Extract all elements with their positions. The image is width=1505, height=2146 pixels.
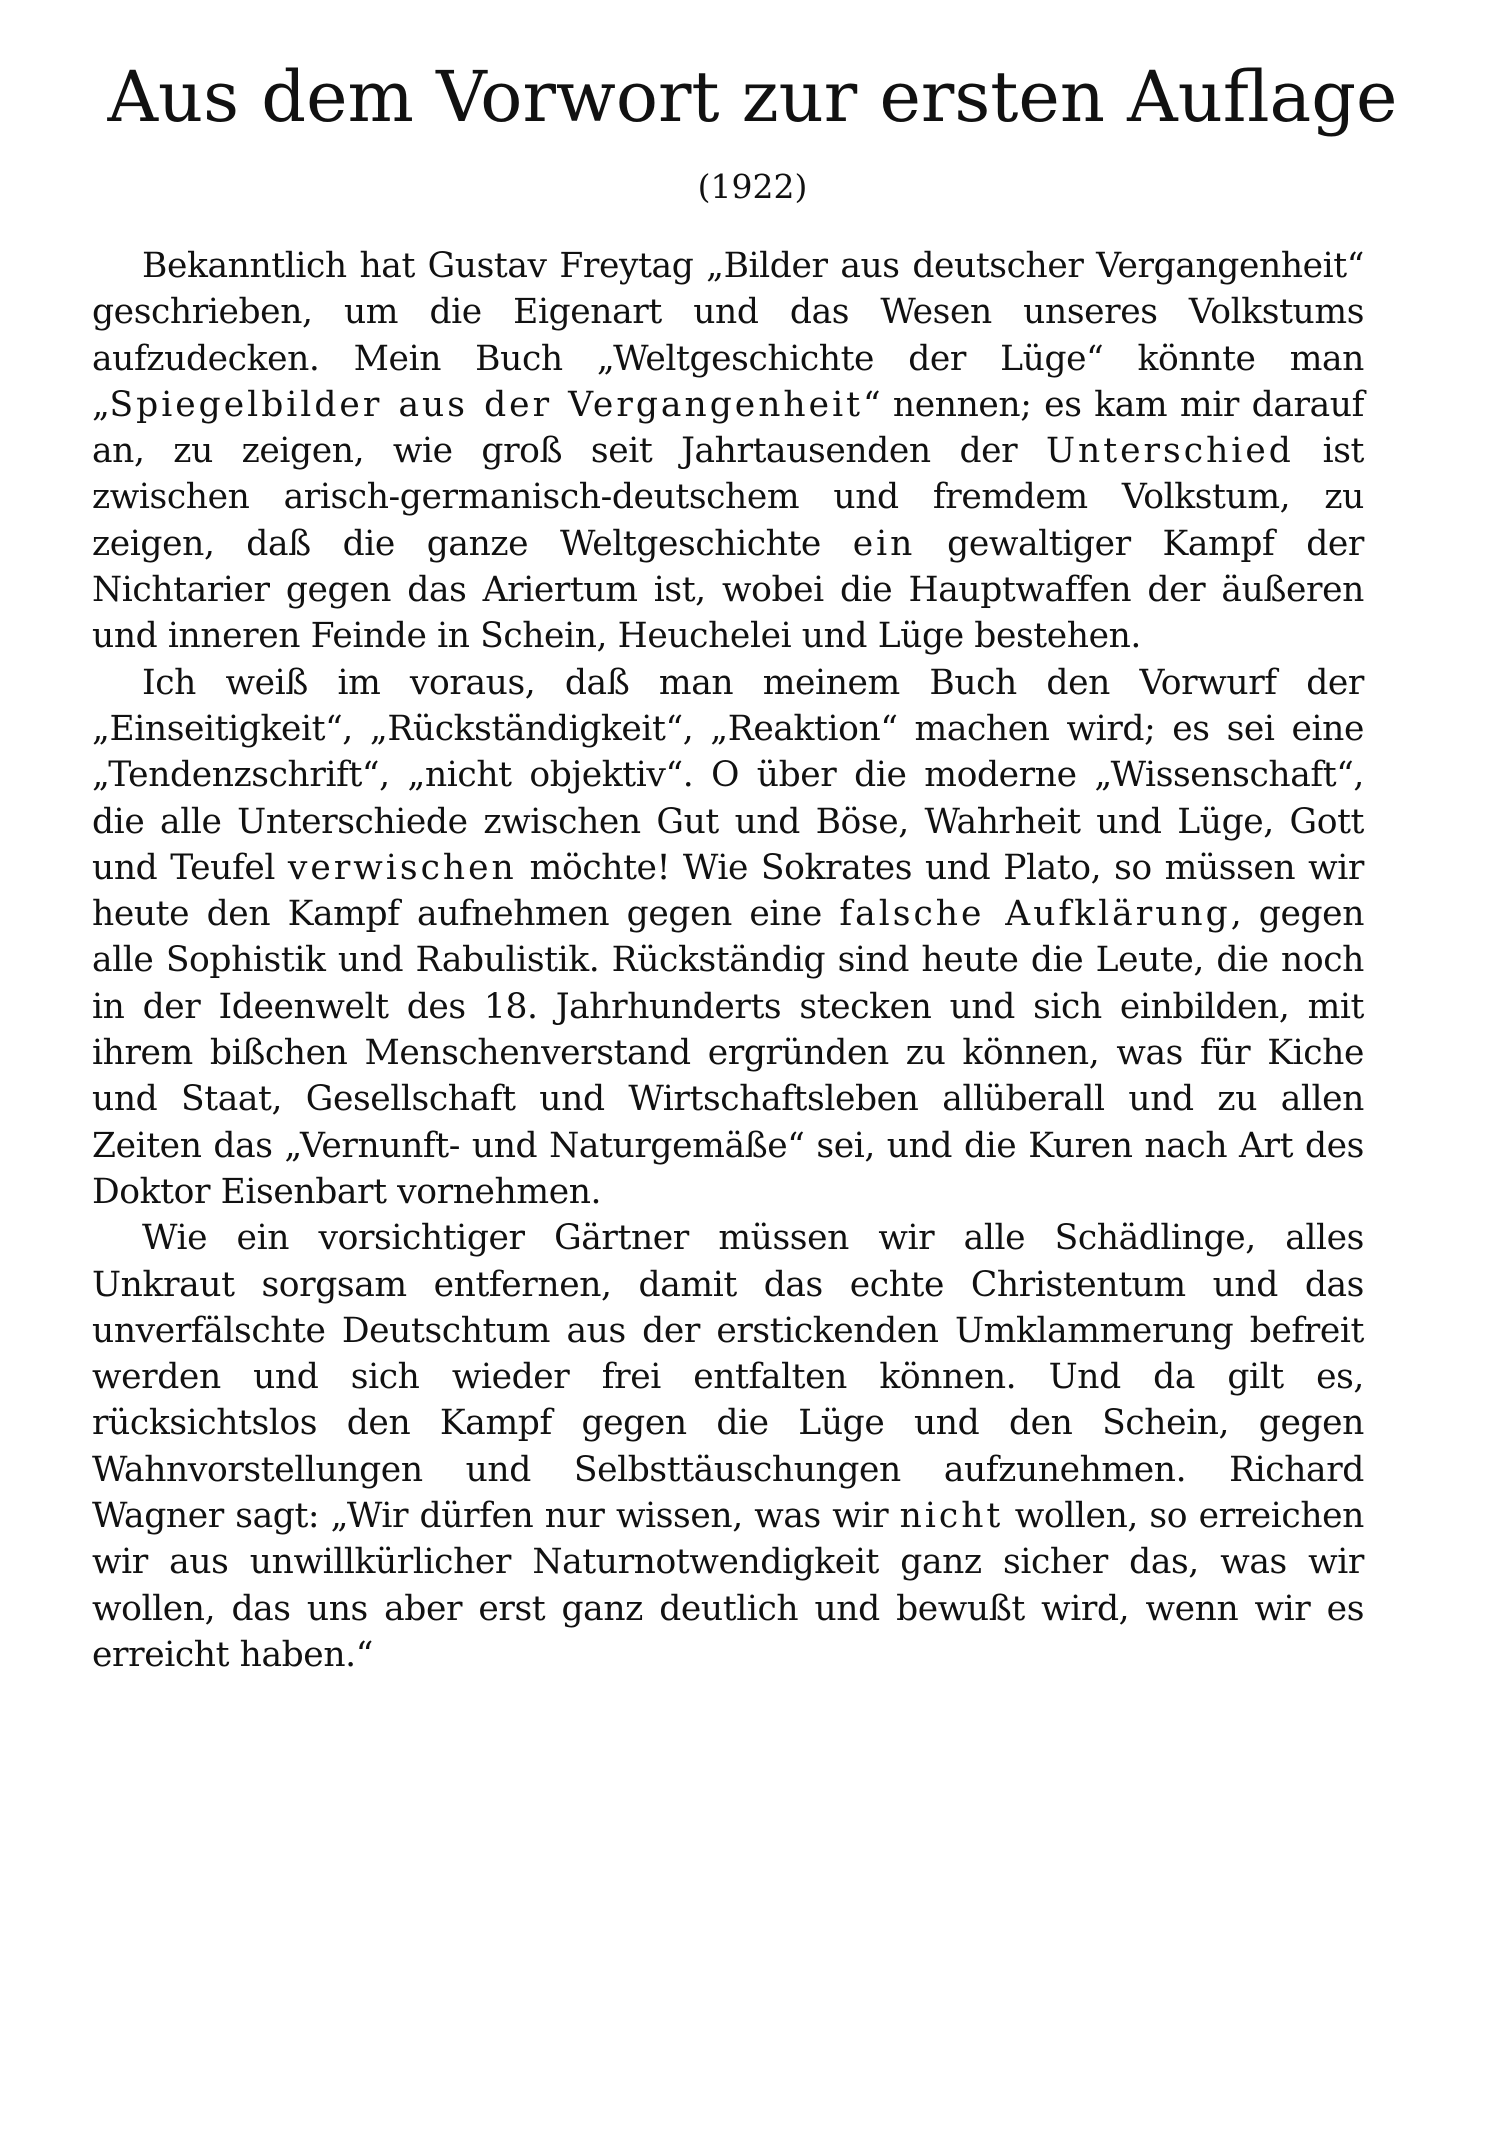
paragraph-3-emphasis-nicht: nicht [899, 1496, 1004, 1537]
paragraph-3-text-c: wollen, so erreichen wir aus unwillkürlicher Naturnotwendigkeit ganz sicher das, was wir wollen, das uns aber erst ganz deutlich und bewußt wird, wenn wir es erreicht haben.“ [92, 1496, 1364, 1675]
paragraph-3-text-a: Wie ein vorsichtiger Gärtner müssen wir alle Schädlinge, alles Unkraut sorgsam entfernen, damit das echte Christentum und das unverfälschte Deutschtum aus der erstickenden Umklammerung befreit werden und sich wieder frei entfalten können. Und da gilt es, rücksichtslos den Kampf gegen die Lüge und den Schein, gegen Wahnvorstellungen und Selbsttäuschungen aufzunehmen. Richard Wagner sagt: „Wir dürfen nur wissen, was wir [92, 1218, 1364, 1537]
paragraph-2-text-e: , gegen alle Sophistik und Rabulistik. Rückständig sind heute die Leute, die noch in der Ideenwelt des 18. Jahrhunderts stecken und sich einbilden, mit ihrem bißchen Menschenverstand ergründen zu können, was für Kiche und Staat, Gesellschaft und Wirtschaftsleben allüberall und zu allen Zeiten das „Vernunft- und Naturgemäße“ sei, und die Kuren nach Art des Doktor Eisenbart vornehmen. [92, 894, 1365, 1212]
paragraph-1-text-c: “ nennen; es kam mir darauf an, zu zeigen, wie groß seit Jahrtausenden der [92, 384, 1364, 472]
paragraph-2 [92, 660, 1364, 1216]
paragraph-1-emphasis-spiegelbilder: Spiegelbilder aus der Vergangenheit [109, 384, 863, 425]
page-title: Aus dem Vorwort zur ersten Auflage [107, 56, 1398, 138]
paragraph-1-text-e: ist zwischen arisch-germanisch-deutschem und fremdem Volkstum, zu zeigen, daß die ganze Weltgeschichte [92, 431, 1364, 564]
paragraph-1-emphasis-unterschied: Unterschied [1045, 431, 1294, 472]
paragraph-2-emphasis-falsche-aufklaerung: falsche Aufklärung [839, 894, 1231, 935]
paragraph-2-emphasis-verwischen: verwischen [287, 847, 517, 888]
paragraph-2-text-a: Ich weiß im voraus, daß man meinem Buch den Vorwurf der „Einseitigkeit“, „Rückständigkeit“, „Reaktion“ machen wird; es sei eine „Tendenzschrift“, „nicht objektiv“. O über die moderne „Wissenschaft“, die alle Unterschiede zwischen Gut und Böse, Wahrheit und Lüge, Gott und Teufel [92, 662, 1364, 888]
paragraph-2-text-c: möchte! Wie Sokrates und Plato, so müssen wir heute den Kampf aufnehmen gegen eine [92, 847, 1364, 935]
page-subtitle-year: (1922) [697, 167, 808, 206]
paragraph-3 [92, 1215, 1364, 1678]
paragraph-1-text-g: gewaltiger Kampf der Nichtarier gegen das Ariertum ist, wobei die Hauptwaffen der äußeren und inneren Feinde in Schein, Heuchelei und Lüge bestehen. [92, 523, 1364, 657]
body-text [92, 243, 1364, 1678]
paragraph-1 [92, 243, 1364, 660]
paragraph-1-text-a: Bekanntlich hat Gustav Freytag „Bilder aus deutscher Vergangenheit“ geschrieben, um die Eigenart und das Wesen unseres Volkstums aufzudecken. Mein Buch „Weltgeschichte der Lüge“ könnte man „ [92, 246, 1364, 425]
paragraph-1-emphasis-ein: ein [852, 523, 916, 564]
